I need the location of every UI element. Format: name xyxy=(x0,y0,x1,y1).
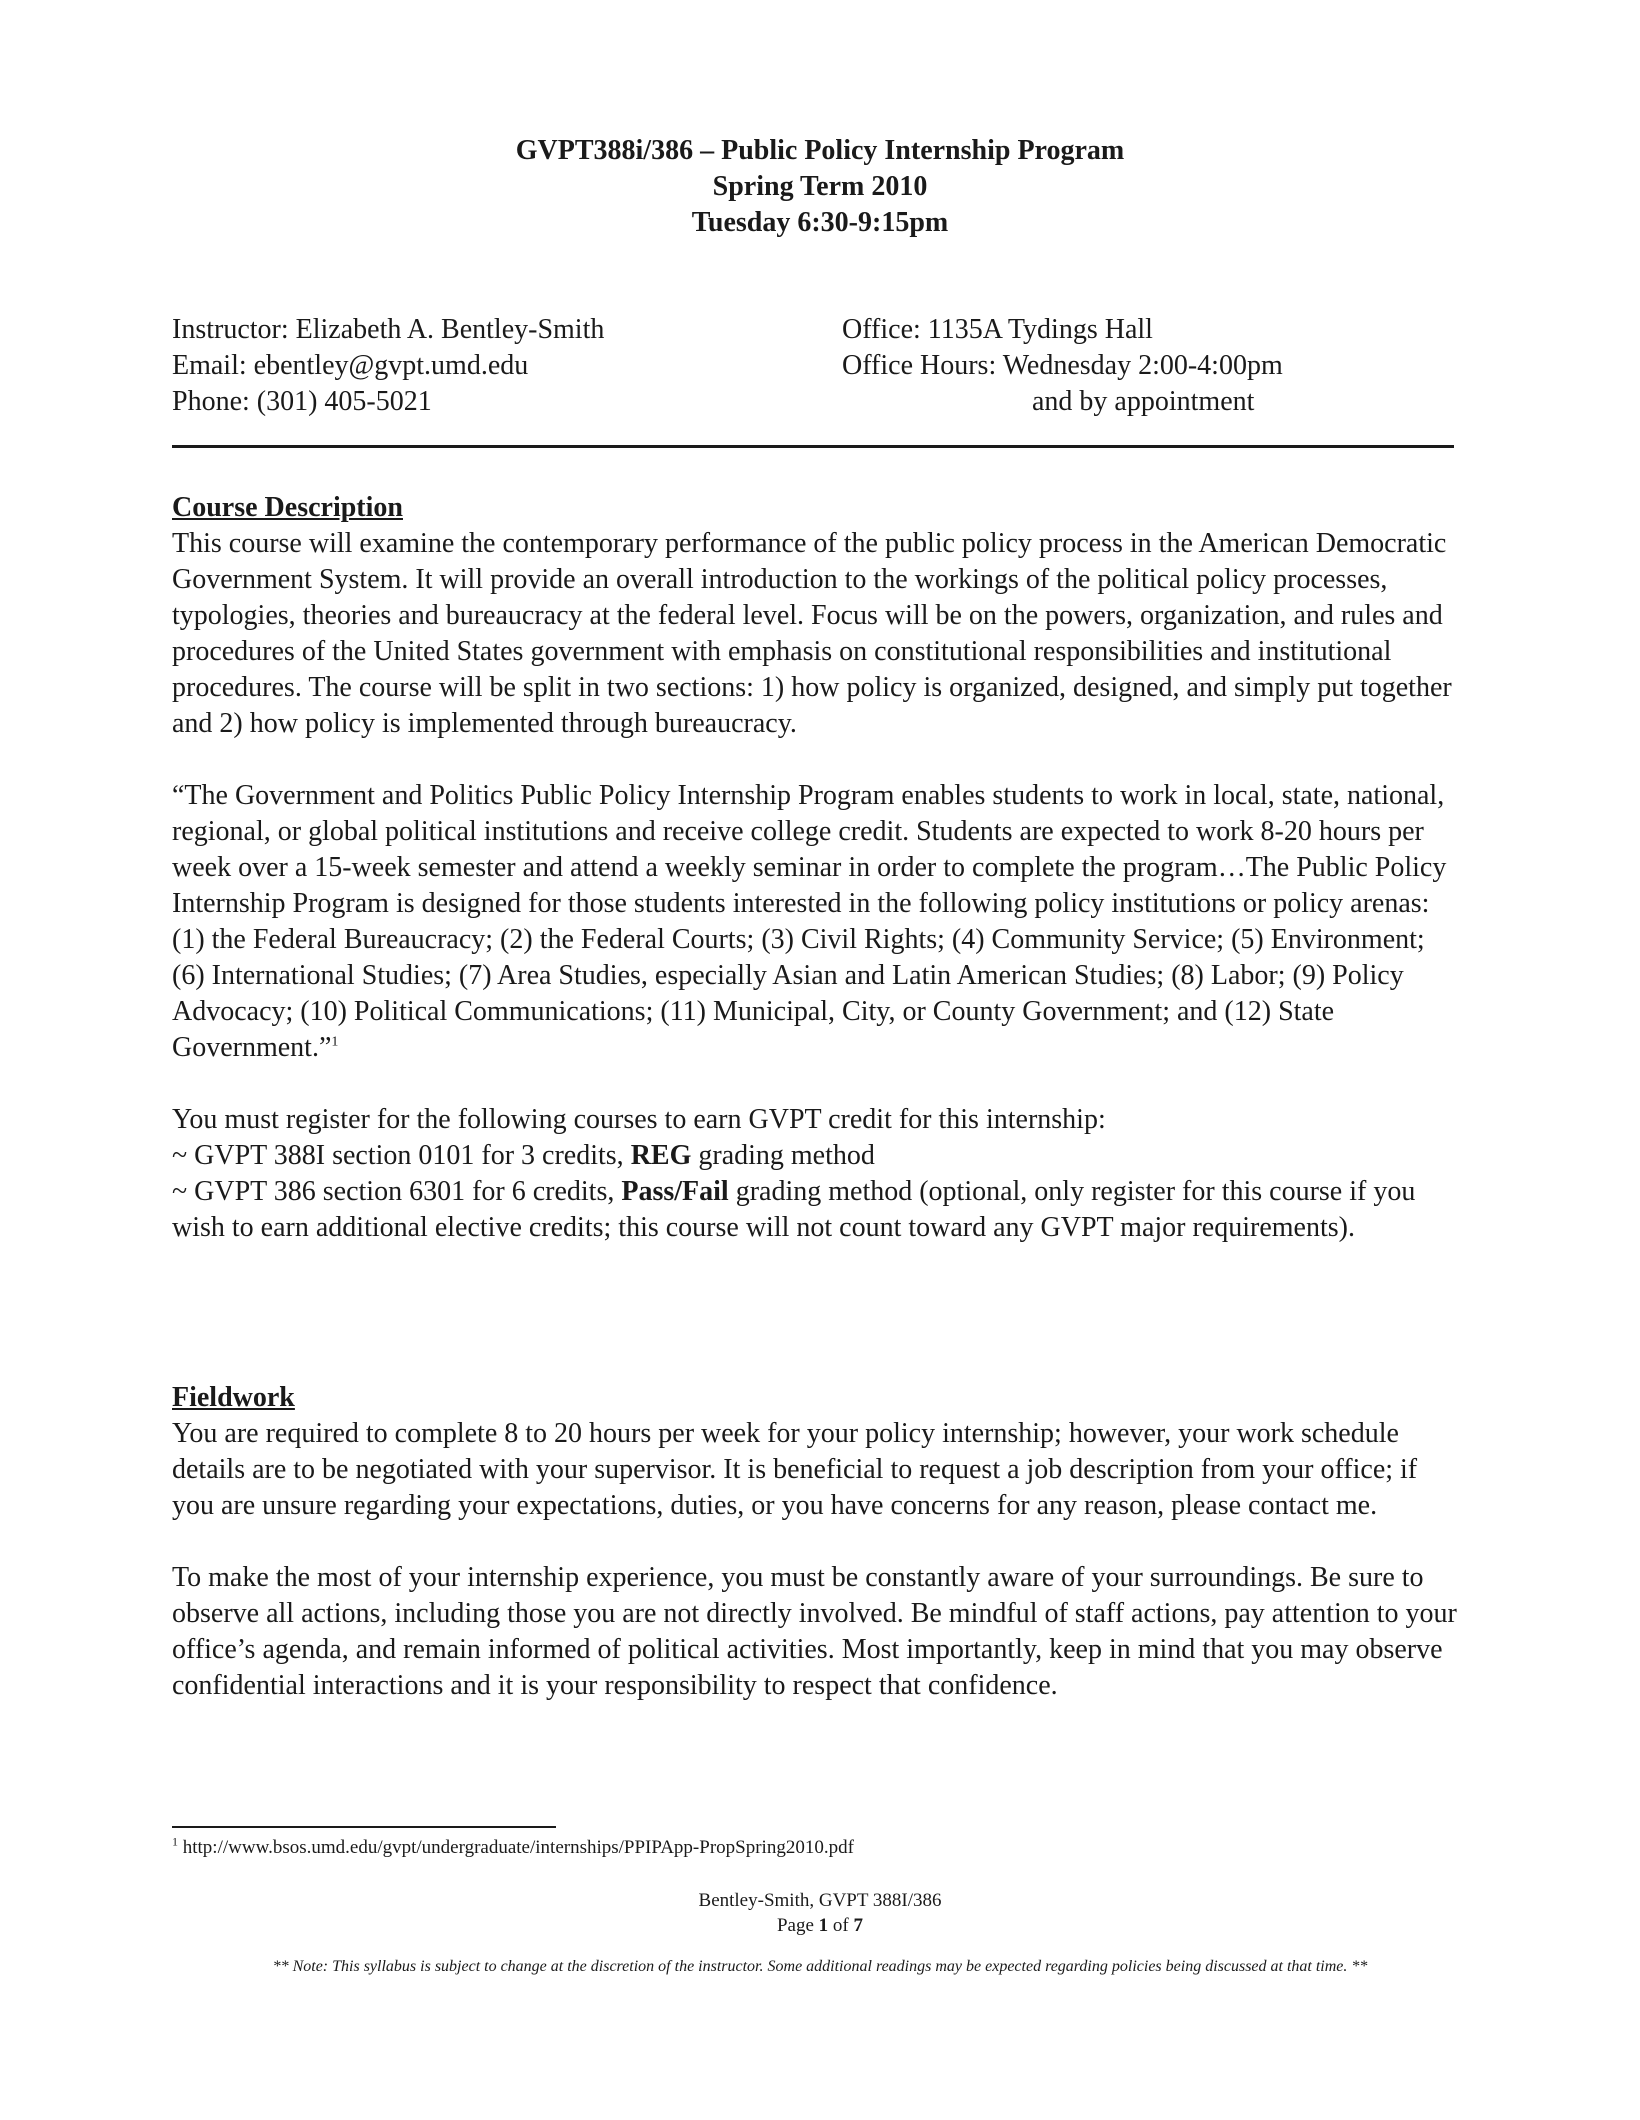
page-number: Page 1 of 7 xyxy=(776,1915,863,1936)
instructor-email: Email: ebentley@gvpt.umd.edu xyxy=(172,350,529,381)
fieldwork-paragraph-1: You are required to complete 8 to 20 hours per week for your policy internship; however, your work schedule details are to be negotiated with your supervisor. It is beneficial to request a job description from your office; if you are unsure regarding your expectations, duties, or you have concerns for any reason, please contact me. xyxy=(172,1418,1418,1521)
course-description-section xyxy=(172,490,1462,1246)
registration-intro: You must register for the following courses to earn GVPT credit for this internship: xyxy=(172,1104,1106,1135)
office-appointment: and by appointment xyxy=(1032,386,1255,417)
instructor-contact xyxy=(172,312,604,420)
syllabus-disclaimer: ** Note: This syllabus is subject to change at the discretion of the instructor. Some additional readings may be expected regarding policies being discussed at that time. ** xyxy=(272,1958,1368,1975)
course-description-paragraph: This course will examine the contemporary performance of the public policy process in the American Democratic Government System. It will provide an overall introduction to the workings of the political policy processes, typologies, theories and bureaucracy at the federal level. Focus will be on the powers, organization, and rules and procedures of the United States government with emphasis on constitutional responsibilities and institutional procedures. The course will be split in two sections: 1) how policy is organized, designed, and simply put together and 2) how policy is implemented through bureaucracy. xyxy=(172,528,1452,739)
grading-method-reg: REG xyxy=(630,1140,692,1171)
footnote-url: http://www.bsos.umd.edu/gvpt/undergraduate/internships/PPIPApp-PropSpring2010.pdf xyxy=(182,1837,854,1858)
page-footer xyxy=(0,1888,1640,1938)
fieldwork-paragraph-2: To make the most of your internship experience, you must be constantly aware of your surroundings. Be sure to observe all actions, including those you are not directly involved. Be mindful of staff actions, pay attention to your office’s agenda, and remain informed of political activities. Most importantly, keep in mind that you may observe confidential interactions and it is your responsibility to respect that confidence. xyxy=(172,1562,1457,1701)
office-hours: Office Hours: Wednesday 2:00-4:00pm xyxy=(842,350,1283,381)
instructor-name: Instructor: Elizabeth A. Bentley-Smith xyxy=(172,314,605,345)
course-description-heading: Course Description xyxy=(172,492,403,523)
fieldwork-section xyxy=(172,1380,1462,1704)
meeting-time: Tuesday 6:30-9:15pm xyxy=(691,207,949,238)
office-location: Office: 1135A Tydings Hall xyxy=(842,314,1153,345)
footnote xyxy=(172,1836,854,1860)
registration-item-386: ~ GVPT 386 section 6301 for 6 credits, Pass/Fail grading method (optional, only register for this course if you wish to earn additional elective credits; this course will not count toward any GVPT major requirements). xyxy=(172,1176,1416,1243)
office-info xyxy=(842,312,1283,420)
footnote-marker: 1 xyxy=(172,1834,178,1849)
footnote-divider xyxy=(172,1826,556,1828)
course-title: GVPT388i/386 – Public Policy Internship Program xyxy=(515,135,1125,166)
term: Spring Term 2010 xyxy=(712,171,928,202)
footnote-reference: 1 xyxy=(331,1034,339,1050)
instructor-phone: Phone: (301) 405-5021 xyxy=(172,386,432,417)
header-divider xyxy=(172,445,1454,448)
program-quote-text: “The Government and Politics Public Policy Internship Program enables students to work in local, state, national, regional, or global political institutions and receive college credit. Students are expected to work 8-20 hours per week over a 15-week semester and attend a weekly seminar in order to complete the program…The Public Policy Internship Program is designed for those students interested in the following policy institutions or policy arenas: (1) the Federal Bureaucracy; (2) the Federal Courts; (3) Civil Rights; (4) Community Service; (5) Environment; (6) International Studies; (7) Area Studies, especially Asian and Latin American Studies; (8) Labor; (9) Policy Advocacy; (10) Political Communications; (11) Municipal, City, or County Government; and (12) State Government.” xyxy=(172,780,1447,1063)
program-quote-paragraph xyxy=(172,778,1462,1066)
fieldwork-heading: Fieldwork xyxy=(172,1382,295,1413)
footer-author-course: Bentley-Smith, GVPT 388I/386 xyxy=(698,1890,942,1911)
document-header xyxy=(0,133,1640,241)
registration-item-388i: ~ GVPT 388I section 0101 for 3 credits, REG grading method xyxy=(172,1140,875,1171)
grading-method-pass-fail: Pass/Fail xyxy=(621,1176,729,1207)
